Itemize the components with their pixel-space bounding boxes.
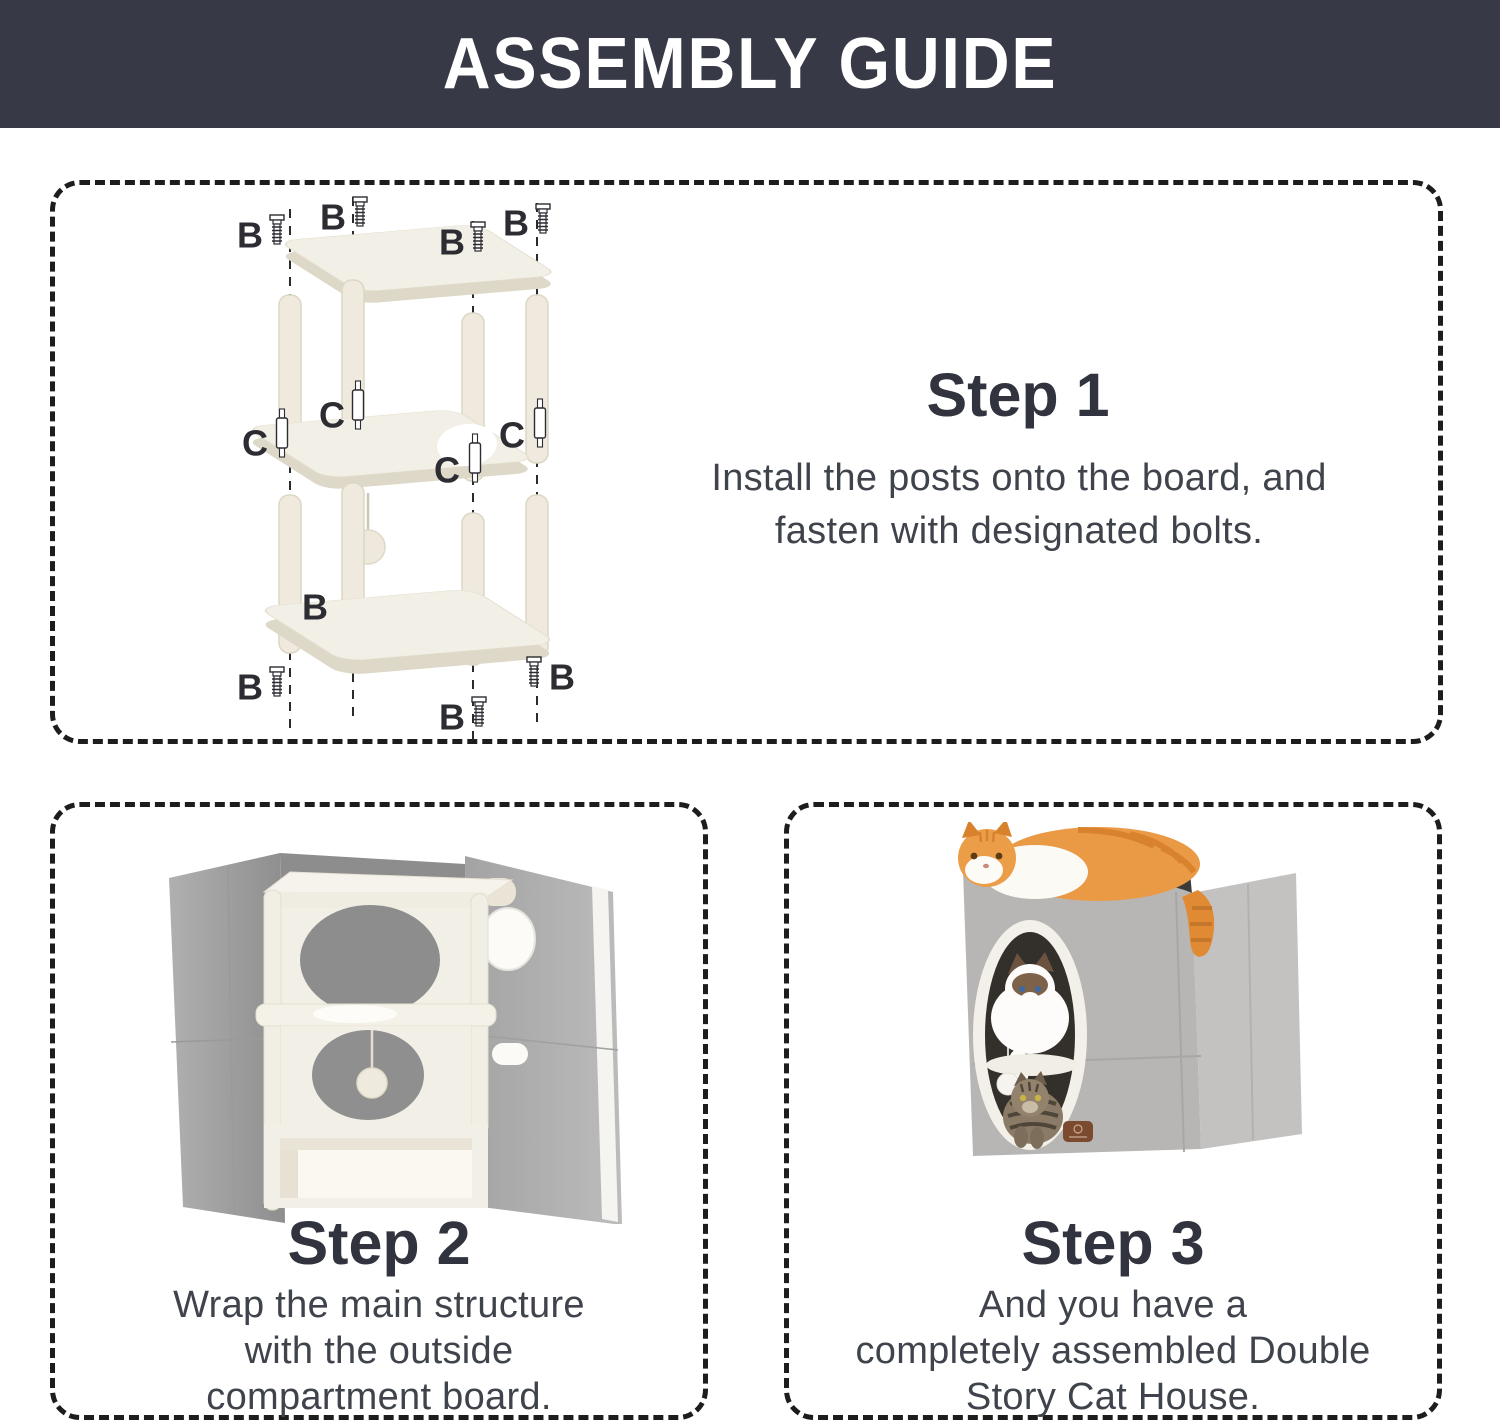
step2-title: Step 2	[287, 1209, 471, 1277]
panel-slot	[492, 1043, 528, 1065]
bolt-label: B	[320, 196, 346, 238]
hanging-ball	[357, 1068, 387, 1098]
step3-description	[784, 1282, 1442, 1420]
step3-description-line1: And you have a	[978, 1284, 1248, 1326]
connector-label: C	[434, 449, 460, 491]
tunnel-hole	[481, 908, 535, 970]
wrap-structure-illustration	[140, 842, 640, 1224]
brand-patch	[1063, 1121, 1093, 1142]
bolt-label: B	[302, 586, 328, 628]
bolt-label: B	[439, 696, 465, 738]
step1-description-line1: Install the posts onto the board, and	[711, 457, 1327, 499]
oval-ledge	[986, 1054, 1078, 1076]
step3-description-line2: completely assembled Double	[855, 1330, 1371, 1372]
right-fabric-panel	[465, 856, 622, 1224]
finished-cat-house-illustration	[880, 822, 1360, 1222]
step2-description-line3: compartment board.	[206, 1376, 552, 1418]
step2-description	[50, 1282, 708, 1420]
upper-oval-opening	[300, 905, 440, 1015]
step1-description-line2: fasten with designated bolts.	[774, 510, 1264, 552]
step3-title: Step 3	[1021, 1209, 1205, 1277]
step2-description-line2: with the outside	[244, 1330, 514, 1372]
connector-label: C	[499, 414, 525, 456]
bolt-label: B	[237, 214, 263, 256]
bolt-label: B	[503, 202, 529, 244]
exploded-cat-tree-diagram	[205, 195, 615, 740]
connector-label: C	[242, 422, 268, 464]
bolt-label: B	[237, 666, 263, 708]
step3-description-line3: Story Cat House.	[965, 1376, 1261, 1418]
shelf-hole	[313, 1005, 397, 1023]
step1-description	[624, 452, 1414, 558]
main-structure	[256, 872, 516, 1210]
step1-title: Step 1	[926, 361, 1110, 429]
bolt-label: B	[549, 656, 575, 698]
connector-label: C	[319, 394, 345, 436]
page-header	[0, 0, 1500, 128]
page-title: ASSEMBLY GUIDE	[442, 24, 1058, 104]
step2-description-line1: Wrap the main structure	[173, 1284, 585, 1326]
bolt-label: B	[439, 221, 465, 263]
